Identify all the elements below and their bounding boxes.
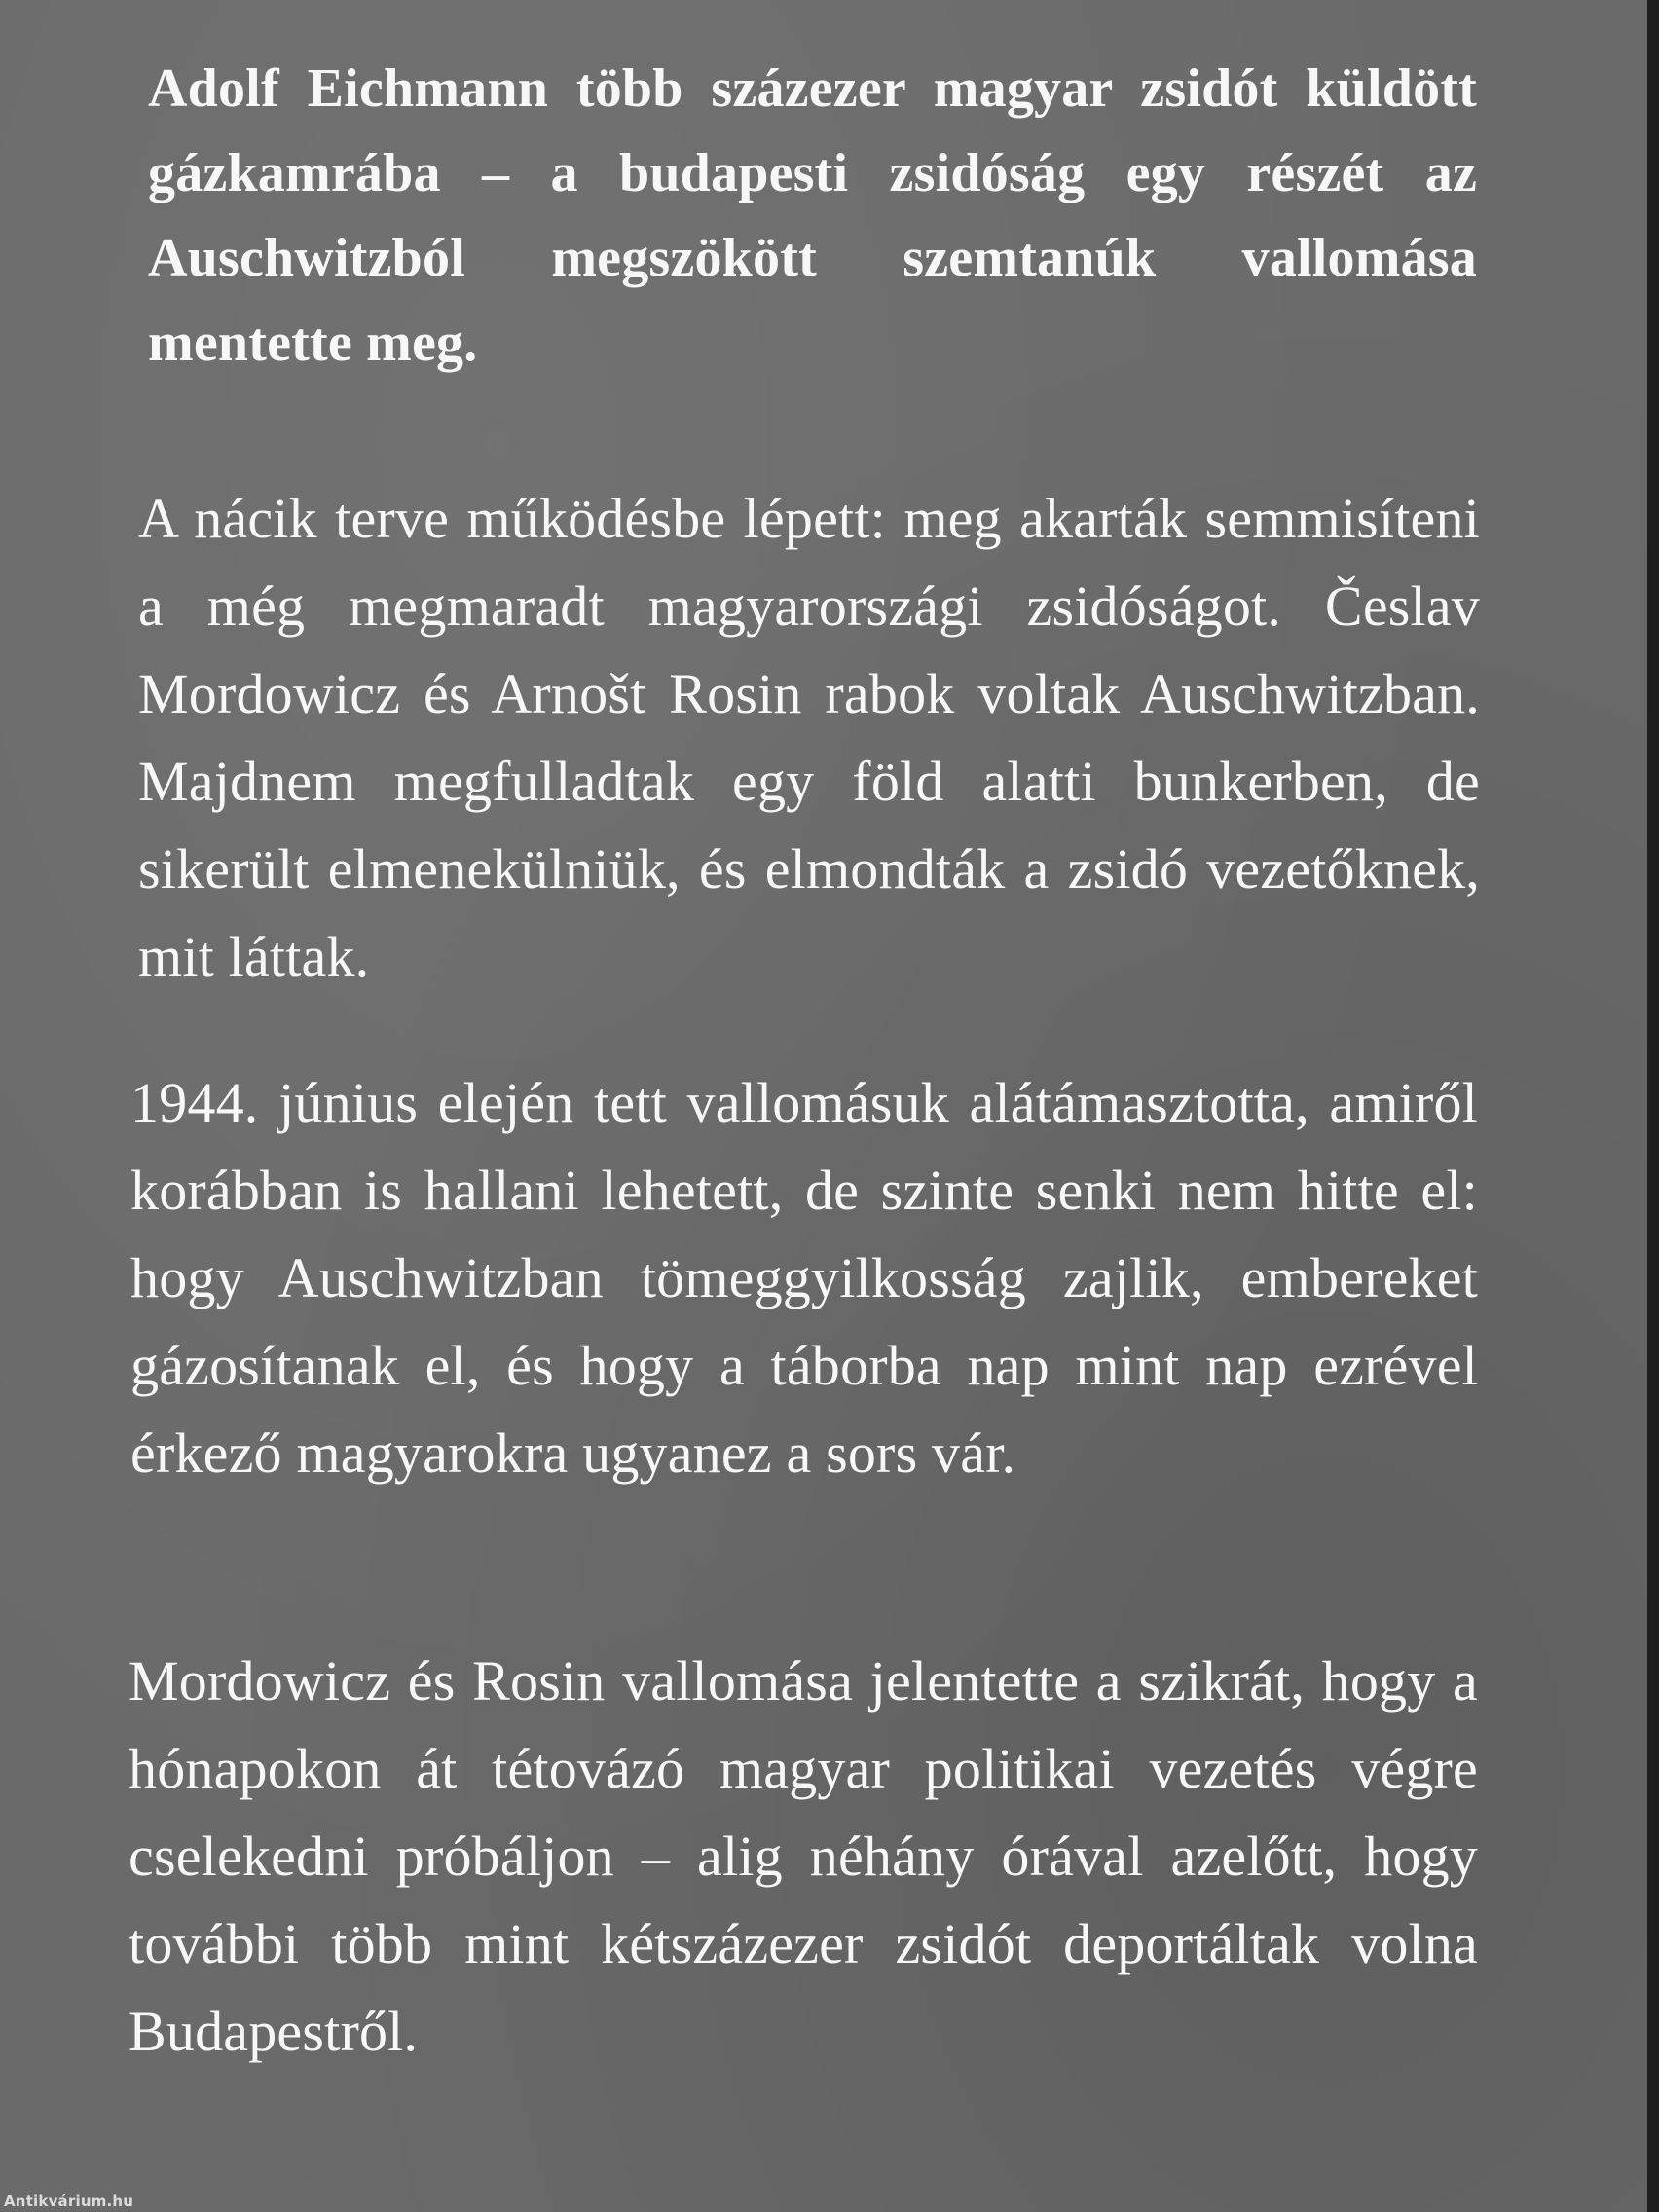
watermark: Antikvárium.hu bbox=[4, 2193, 134, 2210]
blurb-paragraph-2: A nácik terve működésbe lépett: meg akarták semmisíteni a még megmaradt magyarországi zsidóságot. Česlav Mordowicz és Arnošt Rosin rabok voltak Auschwitzban. Majdnem megfulladtak egy föld alatti bunkerben, de sikerült elmenekülniük, és elmondták a zsidó vezetőknek, mit láttak. bbox=[138, 487, 1480, 988]
blurb-lead-paragraph: Adolf Eichmann több százezer magyar zsidót küldött gázkamrába – a budapesti zsidóság egy részét az Auschwitzból megszökött szemtanúk vallomása mentette meg. bbox=[148, 58, 1477, 373]
blurb-paragraph-4: Mordowicz és Rosin vallomása jelentette a szikrát, hogy a hónapokon át tétovázó magyar politikai vezetés végre cselekedni próbáljon – alig néhány órával azelőtt, hogy további több mint kétszázezer zsidót deportáltak volna Budapestről. bbox=[129, 1649, 1478, 2063]
blurb-paragraph-3: 1944. június elején tett vallomásuk alátámasztotta, amiről korábban is hallani lehetett, de szinte senki nem hitte el: hogy Auschwitzban tömeggyilkosság zajlik, embereket gázosítanak el, és hogy a táborba nap mint nap ezrével érkező magyarokra ugyanez a sors vár. bbox=[130, 1071, 1478, 1485]
cover-edge-shadow bbox=[1647, 0, 1659, 2212]
